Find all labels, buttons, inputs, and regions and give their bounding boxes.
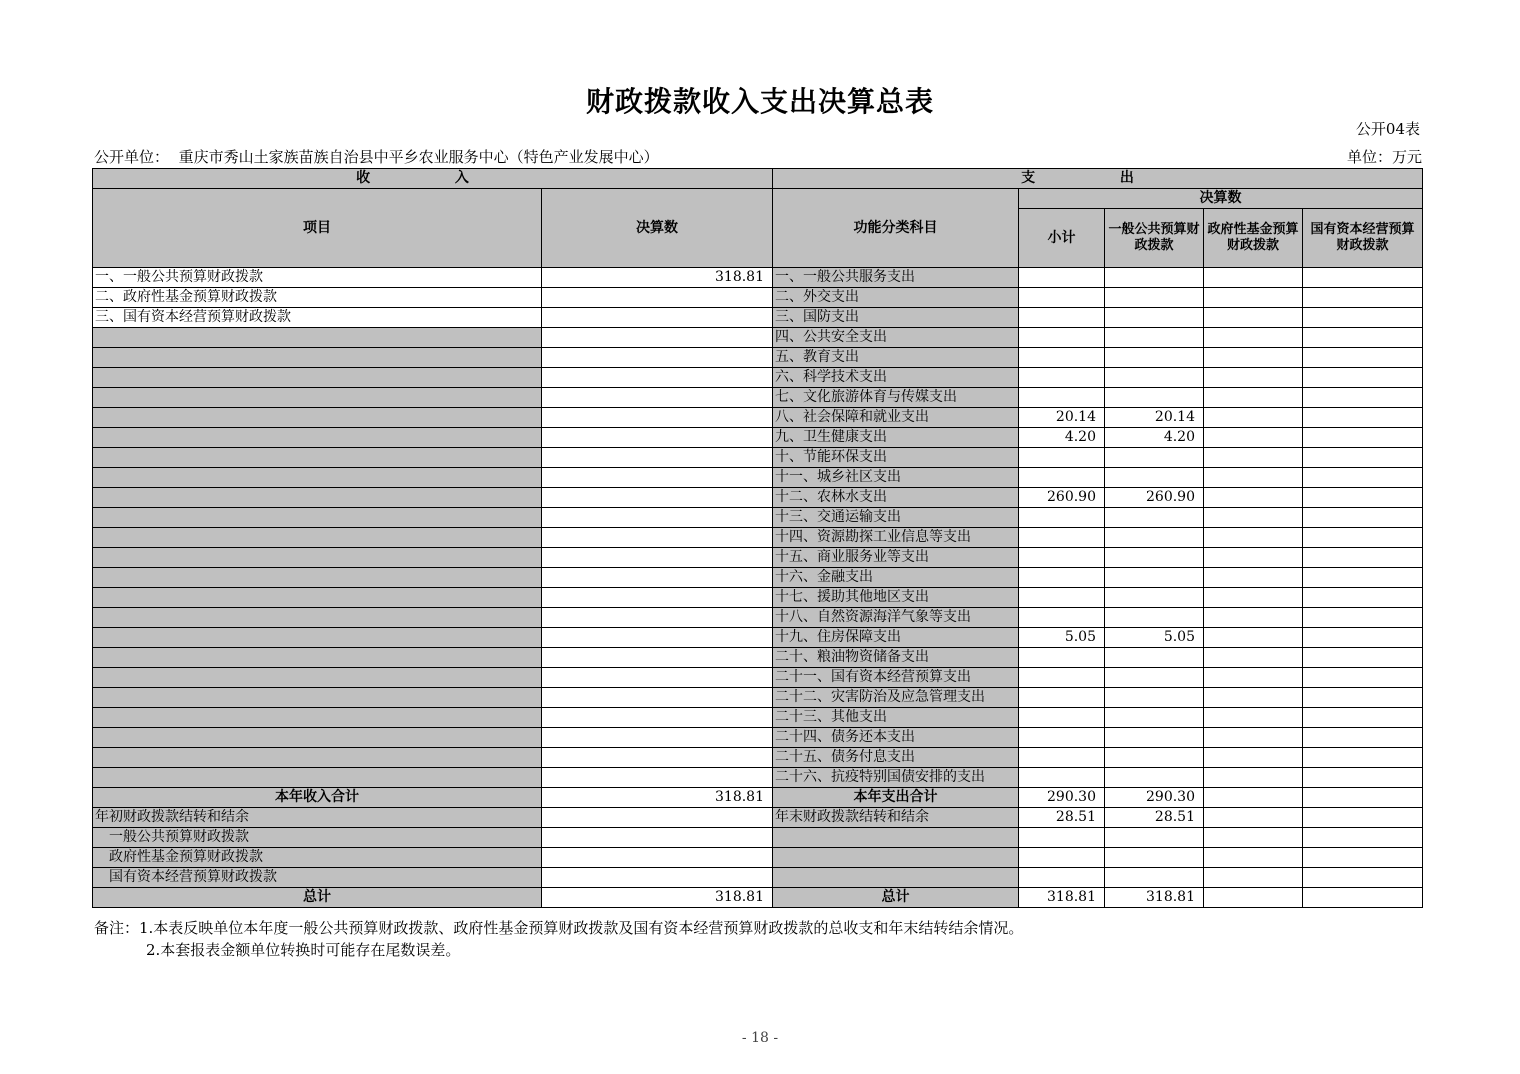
blank-gov-fund <box>1204 848 1303 868</box>
expense-item: 七、文化旅游体育与传媒支出 <box>773 388 1019 408</box>
expense-general-budget <box>1105 328 1204 348</box>
expense-item: 十、节能环保支出 <box>773 448 1019 468</box>
expense-gov-fund <box>1204 488 1303 508</box>
income-item <box>93 328 542 348</box>
expense-item: 三、国防支出 <box>773 308 1019 328</box>
table-row <box>93 608 1423 628</box>
income-amount <box>542 588 773 608</box>
income-amount <box>542 748 773 768</box>
year-income-total-label: 本年收入合计 <box>93 788 542 808</box>
blank-general <box>1105 828 1204 848</box>
blank-state-capital <box>1303 828 1423 848</box>
subtotal-header: 小计 <box>1019 209 1105 268</box>
expense-subtotal <box>1019 268 1105 288</box>
expense-general-budget <box>1105 288 1204 308</box>
table-row <box>93 728 1423 748</box>
expense-gov-fund <box>1204 308 1303 328</box>
income-amount <box>542 628 773 648</box>
table-row <box>93 308 1423 328</box>
unit-name: 重庆市秀山土家族苗族自治县中平乡农业服务中心（特色产业发展中心） <box>178 148 659 166</box>
expense-state-capital <box>1303 728 1423 748</box>
expense-item: 一、一般公共服务支出 <box>773 268 1019 288</box>
income-item <box>93 628 542 648</box>
final-amount-header: 决算数 <box>1019 189 1423 209</box>
expense-item: 十七、援助其他地区支出 <box>773 588 1019 608</box>
expense-gov-fund <box>1204 568 1303 588</box>
carry-end-state-capital <box>1303 808 1423 828</box>
expense-general-budget <box>1105 268 1204 288</box>
table-number: 公开04表 <box>1355 120 1420 138</box>
expense-state-capital <box>1303 268 1423 288</box>
income-amount <box>542 668 773 688</box>
expense-gov-fund <box>1204 408 1303 428</box>
table-row <box>93 528 1423 548</box>
expense-item: 五、教育支出 <box>773 348 1019 368</box>
expense-item: 二十二、灾害防治及应急管理支出 <box>773 688 1019 708</box>
income-amount <box>542 428 773 448</box>
expense-state-capital <box>1303 708 1423 728</box>
expense-subtotal <box>1019 308 1105 328</box>
table-row <box>93 268 1423 288</box>
income-amount: 318.81 <box>542 268 773 288</box>
carry-begin-label: 年初财政拨款结转和结余 <box>93 808 542 828</box>
expense-gov-fund <box>1204 668 1303 688</box>
table-row <box>93 628 1423 648</box>
carry-sub-item: 政府性基金预算财政拨款 <box>93 848 542 868</box>
table-row <box>93 428 1423 448</box>
carry-sub-item: 一般公共预算财政拨款 <box>93 828 542 848</box>
table-row <box>93 548 1423 568</box>
table-row <box>93 468 1423 488</box>
carry-begin-amount <box>542 808 773 828</box>
income-item <box>93 708 542 728</box>
blank-expense-item <box>773 828 1019 848</box>
income-item: 三、国有资本经营预算财政拨款 <box>93 308 542 328</box>
gov-fund-header: 政府性基金预算财政拨款 <box>1204 209 1303 268</box>
expense-general-budget <box>1105 548 1204 568</box>
expense-gov-fund <box>1204 688 1303 708</box>
income-amount <box>542 408 773 428</box>
grand-expense-subtotal: 318.81 <box>1019 888 1105 908</box>
blank-subtotal <box>1019 868 1105 888</box>
table-row <box>93 368 1423 388</box>
carry-end-label: 年末财政拨款结转和结余 <box>773 808 1019 828</box>
income-amount <box>542 548 773 568</box>
expense-general-budget <box>1105 508 1204 528</box>
expense-subtotal <box>1019 668 1105 688</box>
expense-gov-fund <box>1204 728 1303 748</box>
expense-general-budget <box>1105 388 1204 408</box>
income-item <box>93 448 542 468</box>
expense-general-budget <box>1105 448 1204 468</box>
expense-state-capital <box>1303 748 1423 768</box>
expense-state-capital <box>1303 668 1423 688</box>
expense-general-budget <box>1105 368 1204 388</box>
income-item <box>93 588 542 608</box>
blank-gov-fund <box>1204 828 1303 848</box>
income-item <box>93 688 542 708</box>
expense-state-capital <box>1303 428 1423 448</box>
income-item <box>93 728 542 748</box>
expense-state-capital <box>1303 548 1423 568</box>
expense-gov-fund <box>1204 368 1303 388</box>
blank-subtotal <box>1019 828 1105 848</box>
expense-state-capital <box>1303 508 1423 528</box>
currency-unit: 单位：万元 <box>1346 148 1422 166</box>
income-item <box>93 768 542 788</box>
grand-expense-general: 318.81 <box>1105 888 1204 908</box>
page-title: 财政拨款收入支出决算总表 <box>585 85 934 118</box>
unit-row <box>94 146 1422 166</box>
expense-state-capital <box>1303 388 1423 408</box>
expense-general-budget: 260.90 <box>1105 488 1204 508</box>
income-amount <box>542 728 773 748</box>
function-subject-header: 功能分类科目 <box>773 189 1019 268</box>
income-item <box>93 488 542 508</box>
expense-subtotal <box>1019 688 1105 708</box>
year-total-row <box>93 788 1423 808</box>
expense-item: 二十五、债务付息支出 <box>773 748 1019 768</box>
expense-subtotal <box>1019 388 1105 408</box>
carry-sub-row <box>93 848 1423 868</box>
income-amount <box>542 468 773 488</box>
income-item <box>93 608 542 628</box>
grand-expense-label: 总计 <box>773 888 1019 908</box>
income-item <box>93 528 542 548</box>
income-item <box>93 428 542 448</box>
expense-state-capital <box>1303 308 1423 328</box>
blank-expense-item <box>773 848 1019 868</box>
expense-subtotal <box>1019 348 1105 368</box>
expense-subtotal <box>1019 588 1105 608</box>
income-amount <box>542 508 773 528</box>
income-amount <box>542 568 773 588</box>
expense-general-budget <box>1105 668 1204 688</box>
expense-gov-fund <box>1204 768 1303 788</box>
unit-info <box>94 146 659 167</box>
blank-expense-item <box>773 868 1019 888</box>
expense-general-budget <box>1105 648 1204 668</box>
expense-general-budget: 20.14 <box>1105 408 1204 428</box>
expense-subtotal: 5.05 <box>1019 628 1105 648</box>
year-expense-subtotal: 290.30 <box>1019 788 1105 808</box>
state-capital-header: 国有资本经营预算财政拨款 <box>1303 209 1423 268</box>
expense-item: 二十六、抗疫特别国债安排的支出 <box>773 768 1019 788</box>
carry-row <box>93 808 1423 828</box>
expense-general-budget <box>1105 468 1204 488</box>
table-row <box>93 668 1423 688</box>
expense-gov-fund <box>1204 708 1303 728</box>
notes <box>94 917 1023 961</box>
expense-item: 八、社会保障和就业支出 <box>773 408 1019 428</box>
expense-general-budget <box>1105 528 1204 548</box>
year-expense-general: 290.30 <box>1105 788 1204 808</box>
expense-gov-fund <box>1204 388 1303 408</box>
expense-gov-fund <box>1204 588 1303 608</box>
carry-sub-amount <box>542 868 773 888</box>
expense-general-budget <box>1105 348 1204 368</box>
expense-item: 二十四、债务还本支出 <box>773 728 1019 748</box>
income-amount <box>542 388 773 408</box>
expense-general-budget: 5.05 <box>1105 628 1204 648</box>
table-row <box>93 588 1423 608</box>
expense-state-capital <box>1303 588 1423 608</box>
expense-state-capital <box>1303 568 1423 588</box>
expense-general-budget <box>1105 748 1204 768</box>
expense-state-capital <box>1303 528 1423 548</box>
expense-subtotal <box>1019 288 1105 308</box>
income-item <box>93 748 542 768</box>
blank-general <box>1105 848 1204 868</box>
expense-item: 十五、商业服务业等支出 <box>773 548 1019 568</box>
expense-item: 十八、自然资源海洋气象等支出 <box>773 608 1019 628</box>
unit-label: 公开单位： <box>94 148 170 166</box>
table-row <box>93 328 1423 348</box>
income-item: 二、政府性基金预算财政拨款 <box>93 288 542 308</box>
income-item <box>93 468 542 488</box>
grand-expense-state-capital <box>1303 888 1423 908</box>
income-amount <box>542 688 773 708</box>
year-expense-gov-fund <box>1204 788 1303 808</box>
expense-state-capital <box>1303 628 1423 648</box>
income-amount <box>542 488 773 508</box>
expense-gov-fund <box>1204 288 1303 308</box>
grand-income-amount: 318.81 <box>542 888 773 908</box>
income-amount <box>542 368 773 388</box>
expense-gov-fund <box>1204 328 1303 348</box>
year-expense-state-capital <box>1303 788 1423 808</box>
expense-item: 十三、交通运输支出 <box>773 508 1019 528</box>
expense-state-capital <box>1303 608 1423 628</box>
table-row <box>93 288 1423 308</box>
income-amount <box>542 308 773 328</box>
expense-subtotal <box>1019 648 1105 668</box>
expense-state-capital <box>1303 288 1423 308</box>
expense-subtotal <box>1019 528 1105 548</box>
blank-state-capital <box>1303 868 1423 888</box>
expense-item: 十六、金融支出 <box>773 568 1019 588</box>
income-header: 收 入 <box>93 169 773 189</box>
expense-subtotal <box>1019 728 1105 748</box>
income-item <box>93 408 542 428</box>
expense-gov-fund <box>1204 468 1303 488</box>
table-row <box>93 408 1423 428</box>
year-expense-total-label: 本年支出合计 <box>773 788 1019 808</box>
income-item <box>93 548 542 568</box>
note-line-1: 备注：1.本表反映单位本年度一般公共预算财政拨款、政府性基金预算财政拨款及国有资本经营预算财政拨款的总收支和年末结转结余情况。 <box>94 919 1024 937</box>
blank-state-capital <box>1303 848 1423 868</box>
page-number: - 18 - <box>741 1030 779 1046</box>
expense-general-budget <box>1105 308 1204 328</box>
expense-state-capital <box>1303 768 1423 788</box>
expense-general-budget <box>1105 728 1204 748</box>
expense-general-budget <box>1105 588 1204 608</box>
table-row <box>93 648 1423 668</box>
income-amount <box>542 348 773 368</box>
expense-gov-fund <box>1204 508 1303 528</box>
table-row <box>93 388 1423 408</box>
expense-state-capital <box>1303 448 1423 468</box>
expense-state-capital <box>1303 468 1423 488</box>
grand-expense-gov-fund <box>1204 888 1303 908</box>
expense-gov-fund <box>1204 528 1303 548</box>
table-row <box>93 708 1423 728</box>
expense-subtotal <box>1019 468 1105 488</box>
expense-state-capital <box>1303 368 1423 388</box>
expense-general-budget <box>1105 768 1204 788</box>
income-amount <box>542 708 773 728</box>
expense-subtotal: 20.14 <box>1019 408 1105 428</box>
expense-subtotal <box>1019 608 1105 628</box>
income-amount <box>542 328 773 348</box>
table-row <box>93 768 1423 788</box>
carry-end-general: 28.51 <box>1105 808 1204 828</box>
income-item <box>93 648 542 668</box>
expense-subtotal <box>1019 768 1105 788</box>
expense-general-budget <box>1105 608 1204 628</box>
expense-subtotal <box>1019 708 1105 728</box>
expense-subtotal <box>1019 368 1105 388</box>
note-line-2: 2.本套报表金额单位转换时可能存在尾数误差。 <box>146 941 461 959</box>
table-row <box>93 748 1423 768</box>
table-row <box>93 568 1423 588</box>
income-item <box>93 388 542 408</box>
expense-item: 二、外交支出 <box>773 288 1019 308</box>
blank-subtotal <box>1019 848 1105 868</box>
income-item <box>93 368 542 388</box>
income-amount <box>542 608 773 628</box>
expense-gov-fund <box>1204 628 1303 648</box>
expense-gov-fund <box>1204 548 1303 568</box>
income-amount <box>542 448 773 468</box>
expense-subtotal: 4.20 <box>1019 428 1105 448</box>
carry-sub-amount <box>542 848 773 868</box>
carry-sub-amount <box>542 828 773 848</box>
expense-item: 二十三、其他支出 <box>773 708 1019 728</box>
expense-item: 四、公共安全支出 <box>773 328 1019 348</box>
blank-general <box>1105 868 1204 888</box>
carry-end-subtotal: 28.51 <box>1019 808 1105 828</box>
expense-state-capital <box>1303 408 1423 428</box>
expense-state-capital <box>1303 328 1423 348</box>
income-item <box>93 508 542 528</box>
grand-total-row <box>93 888 1423 908</box>
expense-header: 支 出 <box>773 169 1423 189</box>
table-row <box>93 448 1423 468</box>
income-item <box>93 348 542 368</box>
expense-subtotal <box>1019 548 1105 568</box>
carry-sub-row <box>93 868 1423 888</box>
income-amount <box>542 288 773 308</box>
income-item: 一、一般公共预算财政拨款 <box>93 268 542 288</box>
income-amount <box>542 528 773 548</box>
expense-gov-fund <box>1204 748 1303 768</box>
income-amount <box>542 768 773 788</box>
expense-state-capital <box>1303 648 1423 668</box>
expense-item: 二十、粮油物资储备支出 <box>773 648 1019 668</box>
expense-gov-fund <box>1204 348 1303 368</box>
expense-item: 十九、住房保障支出 <box>773 628 1019 648</box>
expense-state-capital <box>1303 688 1423 708</box>
expense-state-capital <box>1303 488 1423 508</box>
general-budget-header: 一般公共预算财政拨款 <box>1105 209 1204 268</box>
amount-header: 决算数 <box>542 189 773 268</box>
table-row <box>93 508 1423 528</box>
grand-income-label: 总计 <box>93 888 542 908</box>
expense-gov-fund <box>1204 648 1303 668</box>
carry-sub-item: 国有资本经营预算财政拨款 <box>93 868 542 888</box>
expense-subtotal <box>1019 328 1105 348</box>
expense-general-budget <box>1105 568 1204 588</box>
expense-gov-fund <box>1204 268 1303 288</box>
expense-subtotal <box>1019 448 1105 468</box>
expense-subtotal <box>1019 748 1105 768</box>
item-header: 项目 <box>93 189 542 268</box>
expense-general-budget: 4.20 <box>1105 428 1204 448</box>
expense-subtotal <box>1019 568 1105 588</box>
expense-item: 十二、农林水支出 <box>773 488 1019 508</box>
expense-subtotal: 260.90 <box>1019 488 1105 508</box>
expense-subtotal <box>1019 508 1105 528</box>
expense-item: 十四、资源勘探工业信息等支出 <box>773 528 1019 548</box>
expense-gov-fund <box>1204 428 1303 448</box>
expense-general-budget <box>1105 688 1204 708</box>
expense-item: 九、卫生健康支出 <box>773 428 1019 448</box>
year-income-total-amount: 318.81 <box>542 788 773 808</box>
expense-item: 二十一、国有资本经营预算支出 <box>773 668 1019 688</box>
table-row <box>93 688 1423 708</box>
expense-state-capital <box>1303 348 1423 368</box>
expense-general-budget <box>1105 708 1204 728</box>
table-row <box>93 348 1423 368</box>
expense-gov-fund <box>1204 448 1303 468</box>
carry-end-gov-fund <box>1204 808 1303 828</box>
expense-item: 十一、城乡社区支出 <box>773 468 1019 488</box>
budget-table <box>92 168 1423 908</box>
blank-gov-fund <box>1204 868 1303 888</box>
income-amount <box>542 648 773 668</box>
table-row <box>93 488 1423 508</box>
expense-gov-fund <box>1204 608 1303 628</box>
carry-sub-row <box>93 828 1423 848</box>
expense-item: 六、科学技术支出 <box>773 368 1019 388</box>
income-item <box>93 568 542 588</box>
income-item <box>93 668 542 688</box>
